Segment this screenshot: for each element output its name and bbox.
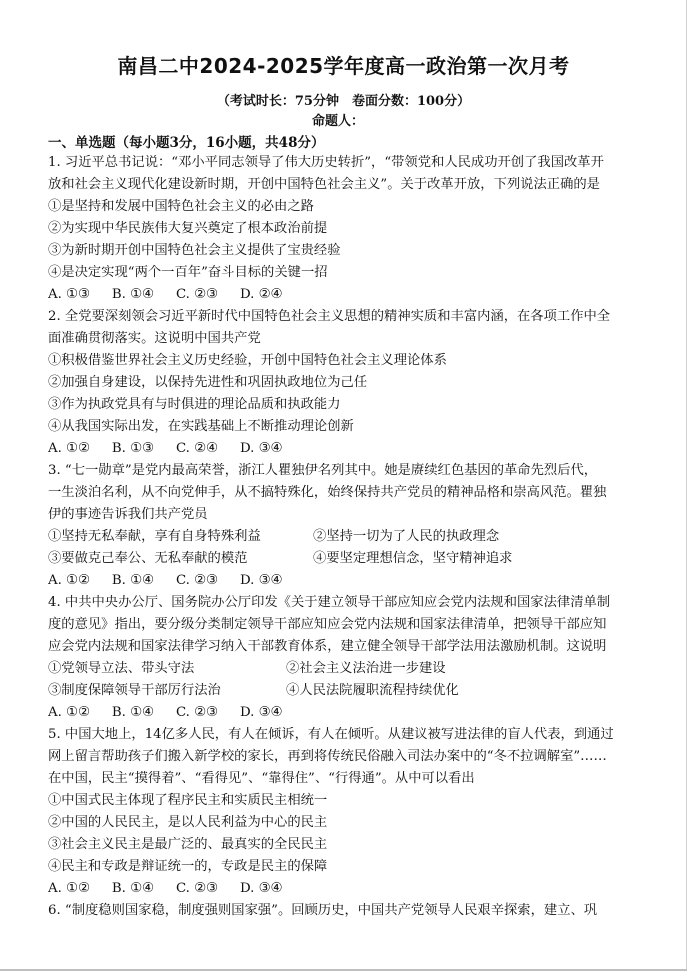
question-list bbox=[48, 152, 642, 922]
choice-d: D. ②④ bbox=[239, 287, 283, 302]
author-label: 命题人： bbox=[312, 114, 365, 129]
question-1-answers bbox=[48, 284, 642, 306]
question-2-option: ①积极借鉴世界社会主义历史经验，开创中国特色社会主义理论体系 bbox=[48, 353, 447, 368]
question-2-stem: 2. 全党要深刻领会习近平新时代中国特色社会主义思想的精神实质和丰富内涵，在各项工作中全 bbox=[48, 309, 611, 324]
question-4-option: ②社会主义法治进一步建设 bbox=[286, 661, 446, 676]
question-4-stem: 度的意见》指出，要分级分类制定领导干部应知应会党内法规和国家法律清单，把领导干部应知 bbox=[48, 617, 607, 632]
question-4-answers bbox=[48, 702, 642, 724]
choice-c: C. ②③ bbox=[175, 287, 218, 302]
question-5-stem: 在中国，民主“摸得着”、“看得见”、“靠得住”、“行得通”。从中可以看出 bbox=[48, 771, 475, 786]
choice-b: B. ①③ bbox=[111, 441, 154, 456]
question-1-stem: 1. 习近平总书记说：“邓小平同志领导了伟大历史转折”，“带领党和人民成功开创了我国改革开 bbox=[48, 155, 604, 170]
exam-info: （考试时长：75分钟 卷面分数：100分） bbox=[216, 94, 471, 109]
choice-a: A. ①② bbox=[48, 573, 90, 588]
question-3-options-row bbox=[48, 526, 642, 548]
question-3-answers bbox=[48, 570, 642, 592]
question-5-stem: 网上留言帮助孩子们搬入新学校的家长，再到将传统民俗融入司法办案中的“冬不拉调解室”…… bbox=[48, 749, 607, 764]
question-3-options-row bbox=[48, 548, 642, 570]
question-3-stem: 伊的事迹告诉我们共产党员 bbox=[48, 507, 208, 522]
question-4-options-row bbox=[48, 658, 642, 680]
question-4-stem: 应会党内法规和国家法律学习纳入干部教育体系，建立健全领导干部学法用法激励机制。这说明 bbox=[48, 639, 607, 654]
question-2-stem: 面准确贯彻落实。这说明中国共产党 bbox=[48, 331, 261, 346]
choice-a: A. ①② bbox=[48, 881, 90, 896]
question-5-option: ③社会主义民主是最广泛的、最真实的全民民主 bbox=[48, 837, 328, 852]
choice-b: B. ①④ bbox=[111, 573, 154, 588]
question-5-option: ②中国的人民民主，是以人民利益为中心的民主 bbox=[48, 815, 328, 830]
choice-d: D. ③④ bbox=[239, 705, 283, 720]
choice-d: D. ③④ bbox=[239, 881, 283, 896]
question-2-option: ②加强自身建设，以保持先进性和巩固执政地位为己任 bbox=[48, 375, 368, 390]
question-1-option: ①是坚持和发展中国特色社会主义的必由之路 bbox=[48, 199, 314, 214]
question-5-option: ①中国式民主体现了程序民主和实质民主相统一 bbox=[48, 793, 328, 808]
question-4-stem: 4. 中共中央办公厅、国务院办公厅印发《关于建立领导干部应知应会党内法规和国家法律清单制 bbox=[48, 595, 611, 610]
choice-c: C. ②④ bbox=[175, 441, 218, 456]
question-4-option: ③制度保障领导干部厉行法治 bbox=[48, 683, 221, 698]
exam-title: 南昌二中2024-2025学年度高一政治第一次月考 bbox=[117, 54, 570, 78]
section-heading: 一、单选题（每小题3分，16小题，共48分） bbox=[48, 135, 325, 151]
question-4-option: ④人民法院履职流程持续优化 bbox=[286, 683, 459, 698]
choice-b: B. ①④ bbox=[111, 287, 154, 302]
question-6-stem: 6. “制度稳则国家稳，制度强则国家强”。回顾历史，中国共产党领导人民艰辛探索，建立、巩 bbox=[48, 903, 598, 918]
choice-b: B. ①④ bbox=[111, 705, 154, 720]
question-3-option: ②坚持一切为了人民的执政理念 bbox=[313, 529, 500, 544]
question-3-stem: 3. “七一勋章”是党内最高荣誉，浙江人瞿独伊名列其中。她是赓续红色基因的革命先烈后代， bbox=[48, 463, 598, 478]
choice-a: A. ①③ bbox=[48, 287, 90, 302]
question-5-answers bbox=[48, 878, 642, 900]
question-3-option: ③要做克己奉公、无私奉献的模范 bbox=[48, 551, 248, 566]
choice-b: B. ①④ bbox=[111, 881, 154, 896]
question-3-stem: 一生淡泊名利，从不向党伸手，从不搞特殊化，始终保持共产党员的精神品格和崇高风范。瞿独 bbox=[48, 485, 607, 500]
question-3-option: ①坚持无私奉献，享有自身特殊利益 bbox=[48, 529, 261, 544]
question-3-option: ④要坚定理想信念，坚守精神追求 bbox=[313, 551, 513, 566]
question-1-option: ④是决定实现“两个一百年”奋斗目标的关键一招 bbox=[48, 265, 328, 280]
choice-c: C. ②③ bbox=[175, 705, 218, 720]
question-4-options-row bbox=[48, 680, 642, 702]
choice-d: D. ③④ bbox=[239, 573, 283, 588]
question-2-option: ③作为执政党具有与时俱进的理论品质和执政能力 bbox=[48, 397, 341, 412]
question-2-option: ④从我国实际出发，在实践基础上不断推动理论创新 bbox=[48, 419, 354, 434]
choice-c: C. ②③ bbox=[175, 881, 218, 896]
question-5-option: ④民主和专政是辩证统一的，专政是民主的保障 bbox=[48, 859, 328, 874]
question-1-option: ②为实现中华民族伟大复兴奠定了根本政治前提 bbox=[48, 221, 328, 236]
question-1-stem: 放和社会主义现代化建设新时期，开创中国特色社会主义”。关于改革开放，下列说法正确的是 bbox=[48, 177, 600, 192]
choice-c: C. ②③ bbox=[175, 573, 218, 588]
question-1-option: ③为新时期开创中国特色社会主义提供了宝贵经验 bbox=[48, 243, 341, 258]
choice-a: A. ①② bbox=[48, 441, 90, 456]
question-5-stem: 5. 中国大地上，14亿多人民，有人在倾诉，有人在倾听。从建议被写进法律的盲人代表，到通过 bbox=[48, 727, 614, 742]
question-2-answers bbox=[48, 438, 642, 460]
choice-d: D. ③④ bbox=[239, 441, 283, 456]
question-4-option: ①党领导立法、带头守法 bbox=[48, 661, 195, 676]
choice-a: A. ①② bbox=[48, 705, 90, 720]
